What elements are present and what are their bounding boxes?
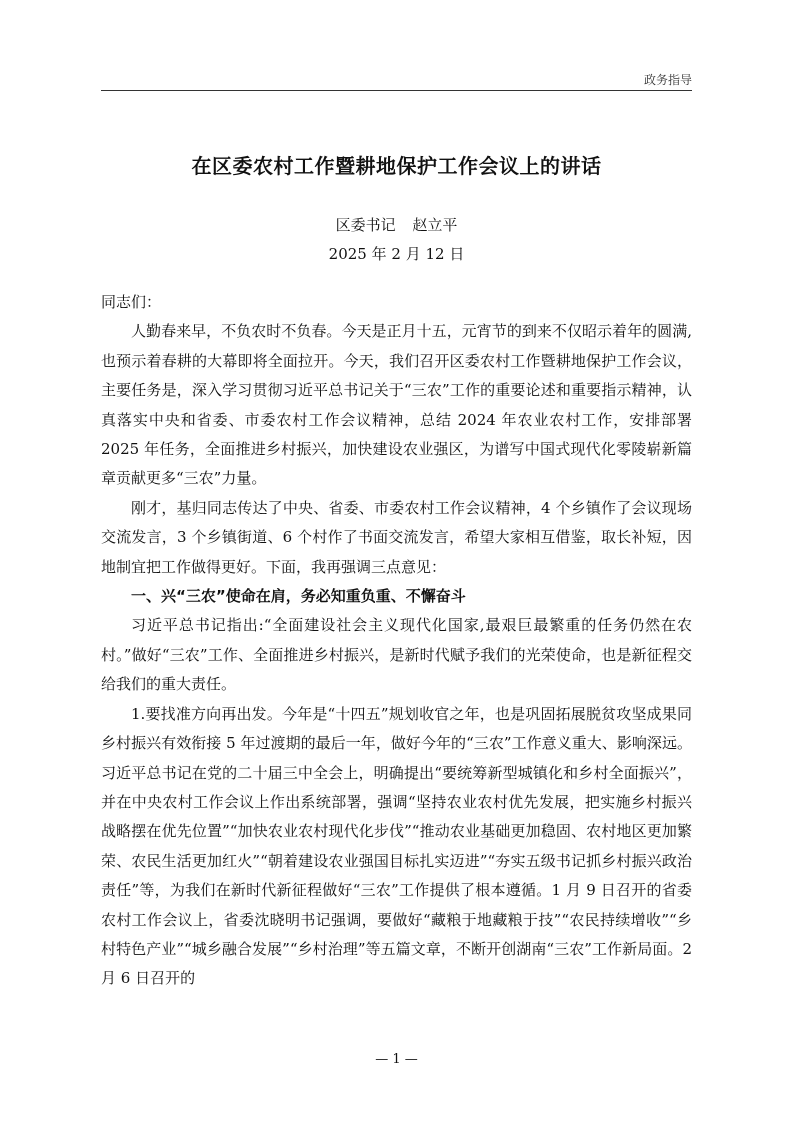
body-paragraph: 习近平总书记指出:“全面建设社会主义现代化国家,最艰巨最繁重的任务仍然在农村。”做好“三农”工作、全面推进乡村振兴，是新时代赋予我们的光荣使命，也是新征程交给我们的重大责任。	[101, 616, 692, 694]
section-heading: 一、兴“三农”使命在肩，务必知重负重、不懈奋斗	[131, 587, 466, 606]
document-body	[101, 288, 692, 994]
speech-date: 2025 年 2 月 12 日	[328, 245, 465, 263]
salutation: 同志们：	[101, 293, 162, 311]
running-header: 政务指导	[643, 73, 692, 87]
body-paragraph: 刚才，基归同志传达了中央、省委、市委农村工作会议精神，4 个乡镇作了会议现场交流发言，3 个乡镇街道、6 个村作了书面交流发言，希望大家相互借鉴，取长补短，因地制宜把工作做得更好。下面，我再强调三点意见：	[101, 498, 692, 576]
header-rule	[101, 90, 692, 91]
body-paragraph: 人勤春来早，不负农时不负春。今天是正月十五，元宵节的到来不仅昭示着年的圆满,也预示着春耕的大幕即将全面拉开。今天，我们召开区委农村工作暨耕地保护工作会议，主要任务是，深入学习贯彻习近平总书记关于“三农”工作的重要论述和重要指示精神，认真落实中央和省委、市委农村工作会议精神，总结 2024 年农业农村工作，安排部署 2025 年任务，全面推进乡村振兴，加快建设农业强区，为谱写中国式现代化零陵崭新篇章贡献更多“三农”力量。	[101, 322, 692, 488]
page-number: — 1 —	[375, 1052, 418, 1067]
document-title: 在区委农村工作暨耕地保护工作会议上的讲话	[191, 154, 602, 178]
byline: 区委书记 赵立平	[335, 216, 458, 234]
body-paragraph: 1.要找准方向再出发。今年是“十四五”规划收官之年，也是巩固拓展脱贫攻坚成果同乡村振兴有效衔接 5 年过渡期的最后一年，做好今年的“三农”工作意义重大、影响深远。习近平总书记在党的二十届三中全会上，明确提出“要统筹新型城镇化和乡村全面振兴”，并在中央农村工作会议上作出系统部署，强调“坚持农业农村优先发展，把实施乡村振兴战略摆在优先位置”“加快农业农村现代化步伐”“推动农业基础更加稳固、农村地区更加繁荣、农民生活更加红火”“朝着建设农业强国目标扎实迈进”“夯实五级书记抓乡村振兴政治责任”等，为我们在新时代新征程做好“三农”工作提供了根本遵循。1 月 9 日召开的省委农村工作会议上，省委沈晓明书记强调，要做好“藏粮于地藏粮于技”“农民持续增收”“乡村特色产业”“城乡融合发展”“乡村治理”等五篇文章，不断开创湖南“三农”工作新局面。2 月 6 日召开的	[101, 704, 692, 988]
